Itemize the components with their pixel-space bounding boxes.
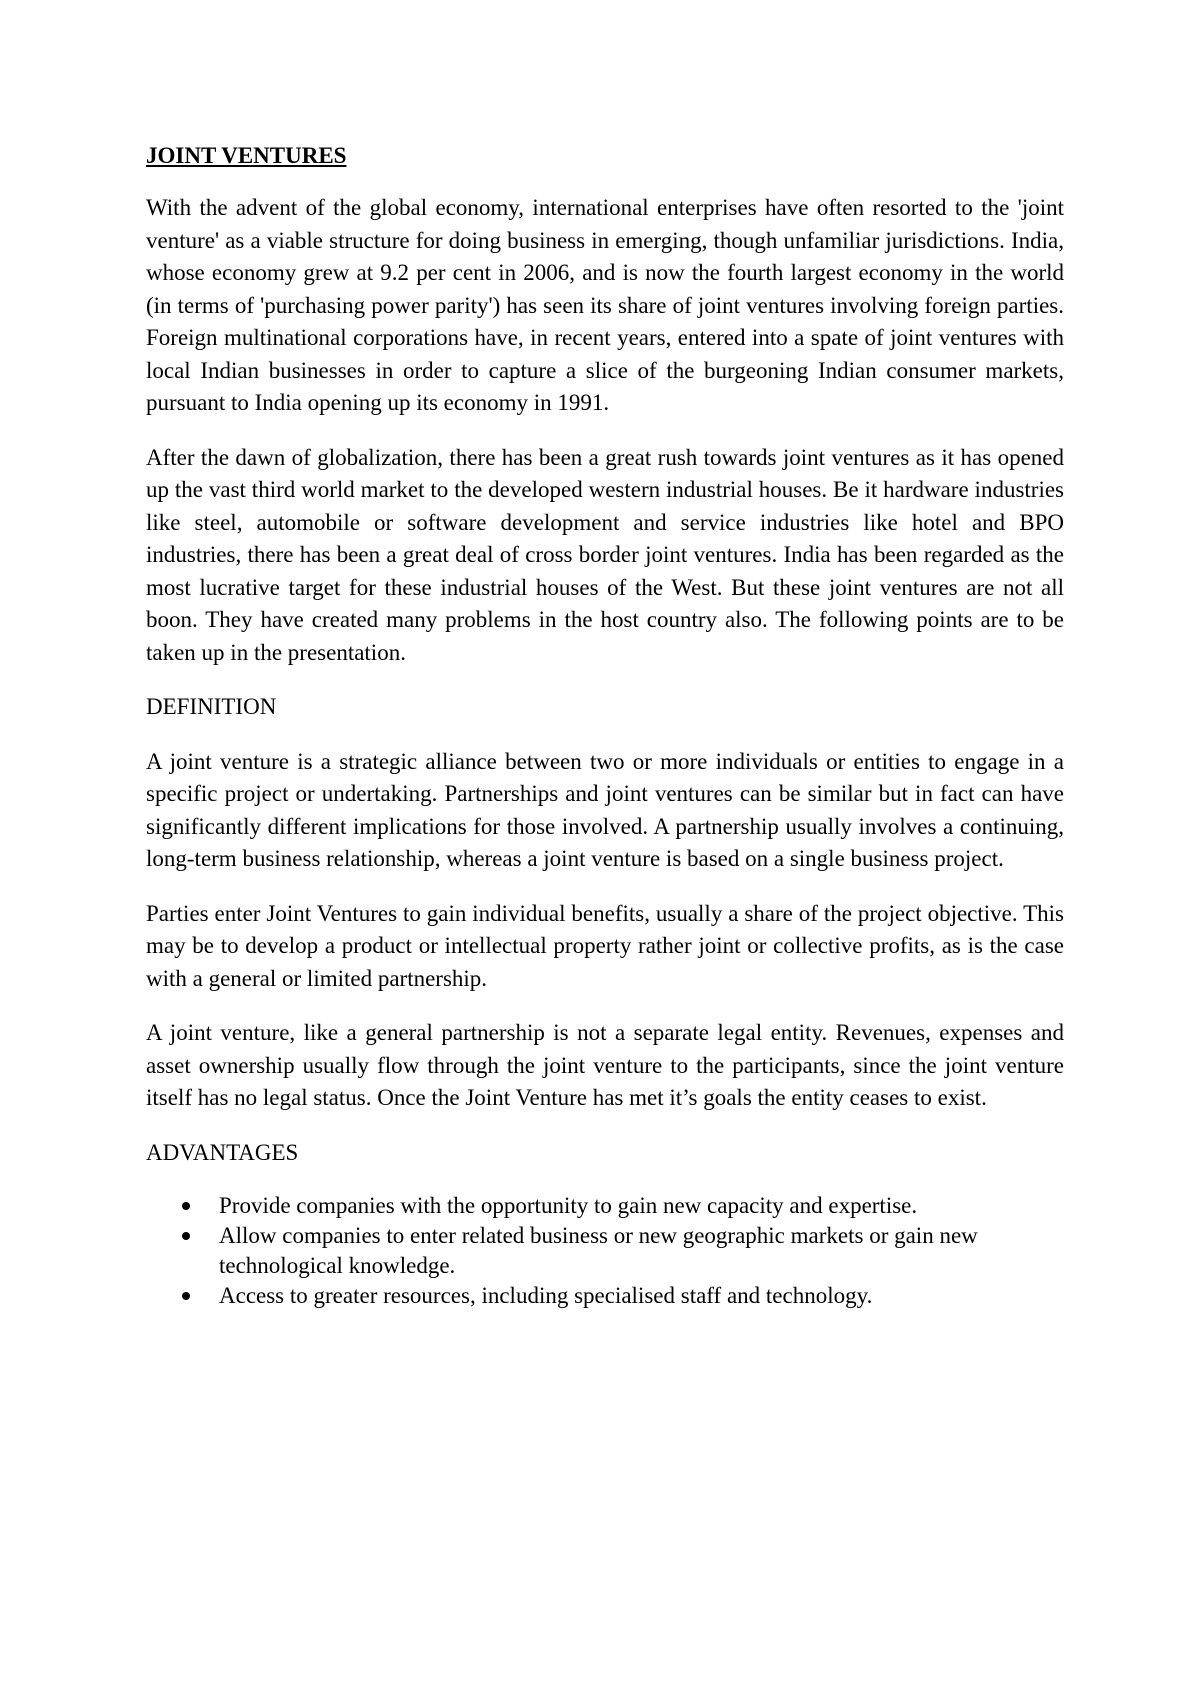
bullet-icon <box>182 1232 190 1240</box>
intro-paragraph-2: After the dawn of globalization, there has been a great rush towards joint ventures as it has opened up the vast third world market to the developed western industrial houses. Be it hardware industries like steel, automobile or software development and service industries like hotel and BPO industries, there has been a great deal of cross border joint ventures. India has been regarded as the most lucrative target for these industrial houses of the West. But these joint ventures are not all boon. They have created many problems in the host country also. The following points are to be taken up in the presentation. <box>146 444 1064 665</box>
advantages-list <box>146 1191 1064 1311</box>
bullet-icon <box>182 1292 190 1300</box>
list-item <box>146 1191 1064 1221</box>
document-title: JOINT VENTURES <box>146 143 347 168</box>
list-item-text: Access to greater resources, including specialised staff and technology. <box>219 1283 873 1308</box>
list-item-text: Provide companies with the opportunity to gain new capacity and expertise. <box>219 1193 918 1218</box>
bullet-icon <box>182 1202 190 1210</box>
list-item <box>146 1221 1064 1281</box>
list-item <box>146 1281 1064 1311</box>
definition-paragraph-3: A joint venture, like a general partnership is not a separate legal entity. Revenues, expenses and asset ownership usually flow through the joint venture to the participants, since the joint venture itself has no legal status. Once the Joint Venture has met it’s goals the entity ceases to exist. <box>146 1020 1064 1110</box>
definition-paragraph-1: A joint venture is a strategic alliance between two or more individuals or entities to engage in a specific project or undertaking. Partnerships and joint ventures can be similar but in fact can have significantly different implications for those involved. A partnership usually involves a continuing, long-term business relationship, whereas a joint venture is based on a single business project. <box>146 748 1064 871</box>
document-page <box>146 140 1064 1311</box>
intro-paragraph-1: With the advent of the global economy, international enterprises have often resorted to the 'joint venture' as a viable structure for doing business in emerging, though unfamiliar jurisdictions. India, whose economy grew at 9.2 per cent in 2006, and is now the fourth largest economy in the world (in terms of 'purchasing power parity') has seen its share of joint ventures involving foreign parties. Foreign multinational corporations have, in recent years, entered into a spate of joint ventures with local Indian businesses in order to capture a slice of the burgeoning Indian consumer markets, pursuant to India opening up its economy in 1991. <box>146 195 1064 415</box>
advantages-heading: ADVANTAGES <box>146 1139 299 1165</box>
definition-heading: DEFINITION <box>146 694 277 719</box>
list-item-text: Allow companies to enter related business or new geographic markets or gain new technological knowledge. <box>219 1223 978 1278</box>
definition-paragraph-2: Parties enter Joint Ventures to gain individual benefits, usually a share of the project objective. This may be to develop a product or intellectual property rather joint or collective profits, as is the case with a general or limited partnership. <box>146 900 1064 991</box>
